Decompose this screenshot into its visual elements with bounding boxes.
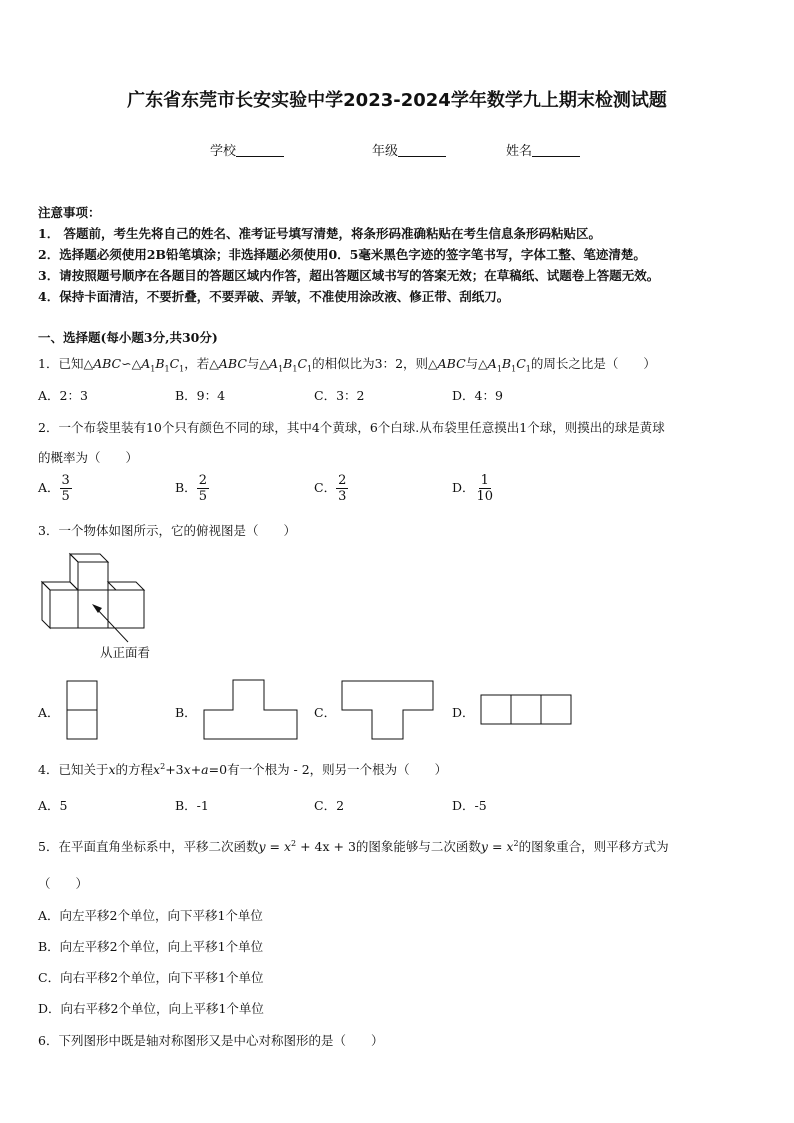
q4-math: +3 [165,762,184,777]
q1-sub: 1 [150,364,156,374]
option-b[interactable]: B．-1 [175,798,209,813]
option-b[interactable]: B． [175,705,197,720]
option-a[interactable]: A．2：3 [38,388,88,403]
q5-math: y = x [480,839,514,854]
question-3-stem: 3．一个物体如图所示，它的俯视图是（ ） [38,523,296,538]
question-1-stem [38,354,656,374]
q1-text: ∽△ [121,356,142,371]
q1-math: A [141,356,151,371]
section-heading: 一、选择题(每小题3分,共30分) [38,330,218,345]
denominator: 10 [476,489,494,504]
question-2-stem: 2．一个布袋里装有10个只有颜色不同的球，其中4个黄球，6个白球.从布袋里任意摸出1个球，则摸出的球是黄球 [38,420,665,435]
notice-item: 3．请按照题号顺序在各题目的答题区域内作答，超出答题区域书写的答案无效；在草稿纸、试题卷上答题无效。 [38,268,660,283]
q1-math: B [155,356,165,371]
q4-text: 4．已知关于 [38,762,109,777]
numerator: 3 [61,473,70,488]
option-label: D． [452,480,475,495]
q4-math: + [190,762,202,777]
grade-label: 年级 [372,144,399,159]
grade-blank [398,144,446,157]
option-d-figure[interactable] [480,694,573,726]
option-b[interactable]: B．向左平移2个单位，向上平移1个单位 [38,939,264,954]
denominator: 5 [61,489,70,504]
option-d[interactable]: D．向右平移2个单位，向上平移1个单位 [38,1001,264,1016]
option-label: C． [314,480,337,495]
option-a[interactable]: A． [38,705,60,720]
school-label: 学校 [210,144,237,159]
q4-math: a [201,762,209,777]
q4-sup: 2 [160,761,166,771]
option-d[interactable]: D． [452,705,475,720]
q1-math: ABC [93,356,122,371]
fraction [197,473,209,504]
q4-math: x [183,762,191,777]
q1-math: C [169,356,180,371]
denominator: 3 [338,489,347,504]
option-c[interactable] [314,473,348,504]
option-d[interactable]: D．4：9 [452,388,503,403]
name-blank [532,144,580,157]
figure-caption: 从正面看 [100,645,151,660]
q5-math: + 4x + 3 [296,839,356,854]
page-title: 广东省东莞市长安实验中学2023-2024学年数学九上期末检测试题 [127,90,667,111]
option-c[interactable]: C．3：2 [314,388,365,403]
name-label: 姓名 [506,144,533,159]
q5-text: 的图象能够与二次函数 [355,839,481,854]
q4-math: =0 [208,762,228,777]
question-5-stem [38,837,669,855]
option-c[interactable]: C． [314,705,337,720]
q5-sup: 2 [513,838,519,848]
q1-text: 与△ [465,356,488,371]
school-blank [236,144,284,157]
arrow-head-icon [92,604,102,613]
notice-item: 2．选择题必须使用2B铅笔填涂；非选择题必须使用0．5毫米黑色字迹的签字笔书写，字体工整、笔迹清楚。 [38,247,646,262]
numerator: 1 [480,473,489,488]
solid-figure [36,550,156,650]
option-c[interactable]: C．2 [314,798,345,813]
q1-text: 1．已知△ [38,356,94,371]
q1-math: ABC [437,356,466,371]
name-field [506,140,580,159]
q4-text: 有一个根为 - 2，则另一个根为（ ） [227,762,448,777]
question-6-stem: 6．下列图形中既是轴对称图形又是中心对称图形的是（ ） [38,1033,384,1048]
option-a[interactable] [38,473,72,504]
q1-text: 的周长之比是（ ） [530,356,656,371]
notice-item: 4．保持卡面清洁，不要折叠，不要弄破、弄皱，不准使用涂改液、修正带、刮纸刀。 [38,289,510,304]
q1-sub: 1 [278,364,284,374]
q1-sub: 1 [179,364,185,374]
q1-math: ABC [218,356,247,371]
denominator: 5 [198,489,207,504]
fraction [336,473,348,504]
question-2-stem-cont: 的概率为（ ） [38,450,139,465]
q1-sub: 1 [292,364,298,374]
fraction [475,473,496,504]
q4-text: 的方程 [115,762,154,777]
option-c-figure[interactable] [341,680,435,740]
school-field [210,140,284,159]
grade-field [372,140,446,159]
q1-math: B [501,356,512,371]
numerator: 2 [198,473,207,488]
option-label: A． [38,480,60,495]
notice-heading: 注意事项： [38,205,101,220]
q1-sub: 1 [511,364,517,374]
q1-text: 的相似比为3：2，则△ [312,356,438,371]
notice-item: 1． 答题前，考生先将自己的姓名、准考证号填写清楚，将条形码准确粘贴在考生信息条形码粘贴区。 [38,226,602,241]
option-a-figure[interactable] [66,680,98,740]
option-d[interactable] [452,473,495,504]
q1-math: C [297,356,308,371]
q1-sub: 1 [307,364,313,374]
q1-math: C [516,356,526,371]
option-a[interactable]: A．5 [38,798,68,813]
q5-sup: 2 [291,838,297,848]
numerator: 2 [338,473,347,488]
q1-sub: 1 [164,364,170,374]
q5-text: 5．在平面直角坐标系中，平移二次函数 [38,839,259,854]
option-a[interactable]: A．向左平移2个单位，向下平移1个单位 [38,908,263,923]
q1-math: A [487,356,497,371]
fraction [60,473,72,504]
q1-sub: 1 [525,364,531,374]
q1-text: 与△ [246,356,270,371]
option-b[interactable] [175,473,209,504]
q4-math: x [153,762,161,777]
option-b[interactable]: B．9：4 [175,388,226,403]
q1-math: A [269,356,279,371]
question-4-stem [38,760,447,778]
q4-math: x [108,762,116,777]
option-label: B． [175,480,197,495]
q5-math: y = x [258,839,292,854]
question-5-stem-cont: （ ） [38,876,89,891]
option-b-figure[interactable] [203,679,299,741]
q5-text: 的图象重合，则平移方式为 [518,839,669,854]
q1-text: ，若△ [184,356,219,371]
q1-math: B [283,356,293,371]
view-arrow [96,608,128,642]
q1-sub: 1 [496,364,502,374]
option-c[interactable]: C．向右平移2个单位，向下平移1个单位 [38,970,264,985]
option-d[interactable]: D．-5 [452,798,487,813]
